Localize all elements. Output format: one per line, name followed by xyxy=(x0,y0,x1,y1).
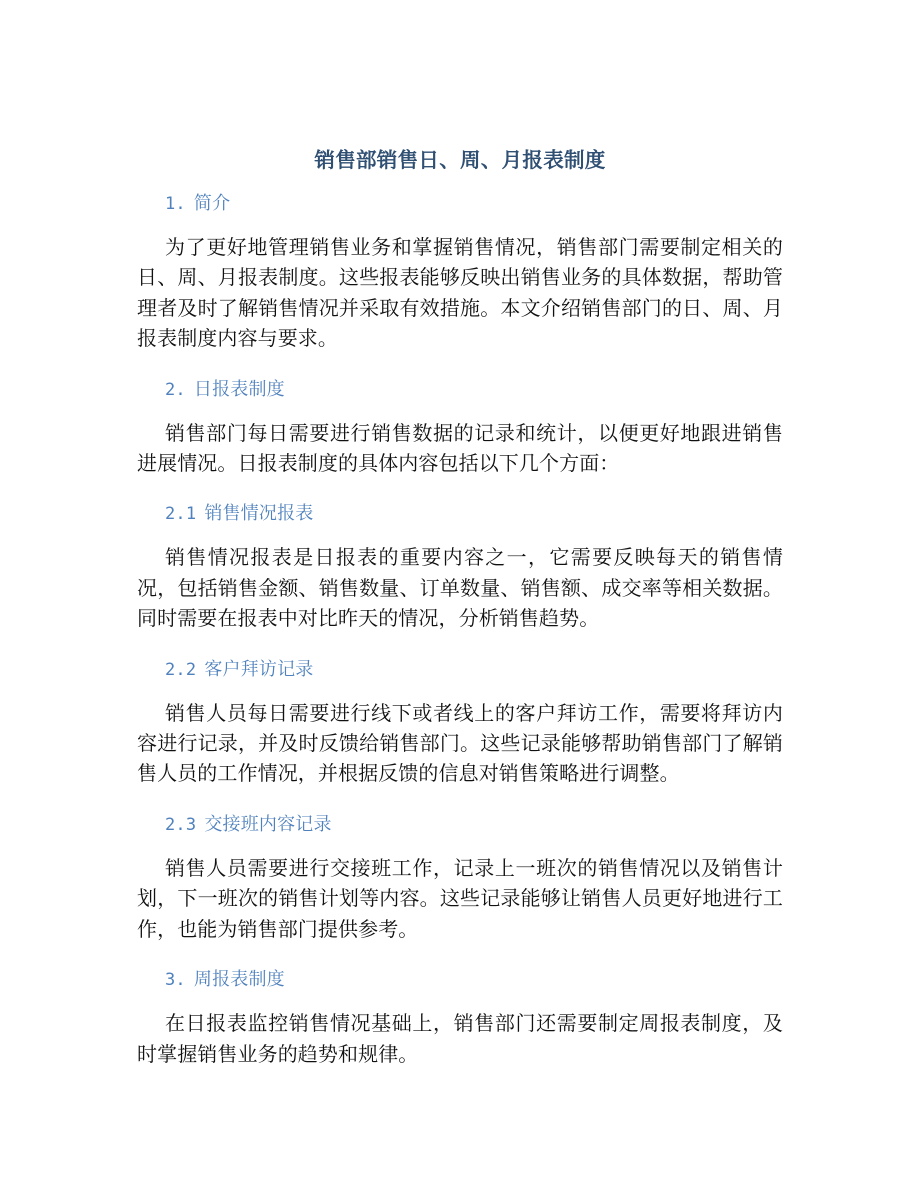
section-number: 2.2 xyxy=(165,659,197,680)
section-heading-text: 客户拜访记录 xyxy=(204,658,314,680)
section-heading xyxy=(137,190,783,218)
section-paragraph: 销售人员需要进行交接班工作，记录上一班次的销售情况以及销售计划，下一班次的销售计划等内容。这些记录能够让销售人员更好地进行工作，也能为销售部门提供参考。 xyxy=(137,855,783,941)
section-heading xyxy=(137,376,783,404)
section-heading-text: 销售情况报表 xyxy=(204,503,314,525)
document-title: 销售部销售日、周、月报表制度 xyxy=(314,148,606,172)
section-paragraph: 在日报表监控销售情况基础上，销售部门还需要制定周报表制度，及时掌握销售业务的趋势和规律。 xyxy=(137,1011,783,1066)
document-content xyxy=(137,142,783,1069)
section-heading-text: 交接班内容记录 xyxy=(204,813,332,835)
section-heading xyxy=(137,811,783,839)
section-introduction xyxy=(137,190,783,354)
section-daily-report-system xyxy=(137,376,783,479)
section-paragraph: 为了更好地管理销售业务和掌握销售情况，销售部门需要制定相关的日、周、月报表制度。这些报表能够反映出销售业务的具体数据，帮助管理者及时了解销售情况并采取有效措施。本文介绍销售部门的日、周、月报表制度内容与要求。 xyxy=(137,235,783,351)
section-heading-text: 日报表制度 xyxy=(193,378,285,400)
section-heading xyxy=(137,500,783,528)
section-customer-visit-record xyxy=(137,656,783,789)
section-paragraph: 销售部门每日需要进行销售数据的记录和统计，以便更好地跟进销售进展情况。日报表制度的具体内容包括以下几个方面： xyxy=(137,420,783,476)
section-number: 2.1 xyxy=(165,504,197,525)
section-number: 2. xyxy=(165,379,186,400)
section-heading-text: 周报表制度 xyxy=(193,969,285,991)
section-paragraph: 销售人员每日需要进行线下或者线上的客户拜访工作，需要将拜访内容进行记录，并及时反馈给销售部门。这些记录能够帮助销售部门了解销售人员的工作情况，并根据反馈的信息对销售策略进行调整。 xyxy=(137,700,783,786)
section-number: 3. xyxy=(165,970,186,991)
section-sales-report xyxy=(137,500,783,633)
section-weekly-report-system xyxy=(137,966,783,1069)
section-number: 2.3 xyxy=(165,814,197,835)
section-heading xyxy=(137,966,783,994)
section-heading-text: 简介 xyxy=(193,193,231,214)
section-heading xyxy=(137,656,783,684)
section-number: 1. xyxy=(165,194,186,214)
section-shift-handover-record xyxy=(137,811,783,944)
section-paragraph: 销售情况报表是日报表的重要内容之一，它需要反映每天的销售情况，包括销售金额、销售数量、订单数量、销售额、成交率等相关数据。同时需要在报表中对比昨天的情况，分析销售趋势。 xyxy=(137,545,783,631)
